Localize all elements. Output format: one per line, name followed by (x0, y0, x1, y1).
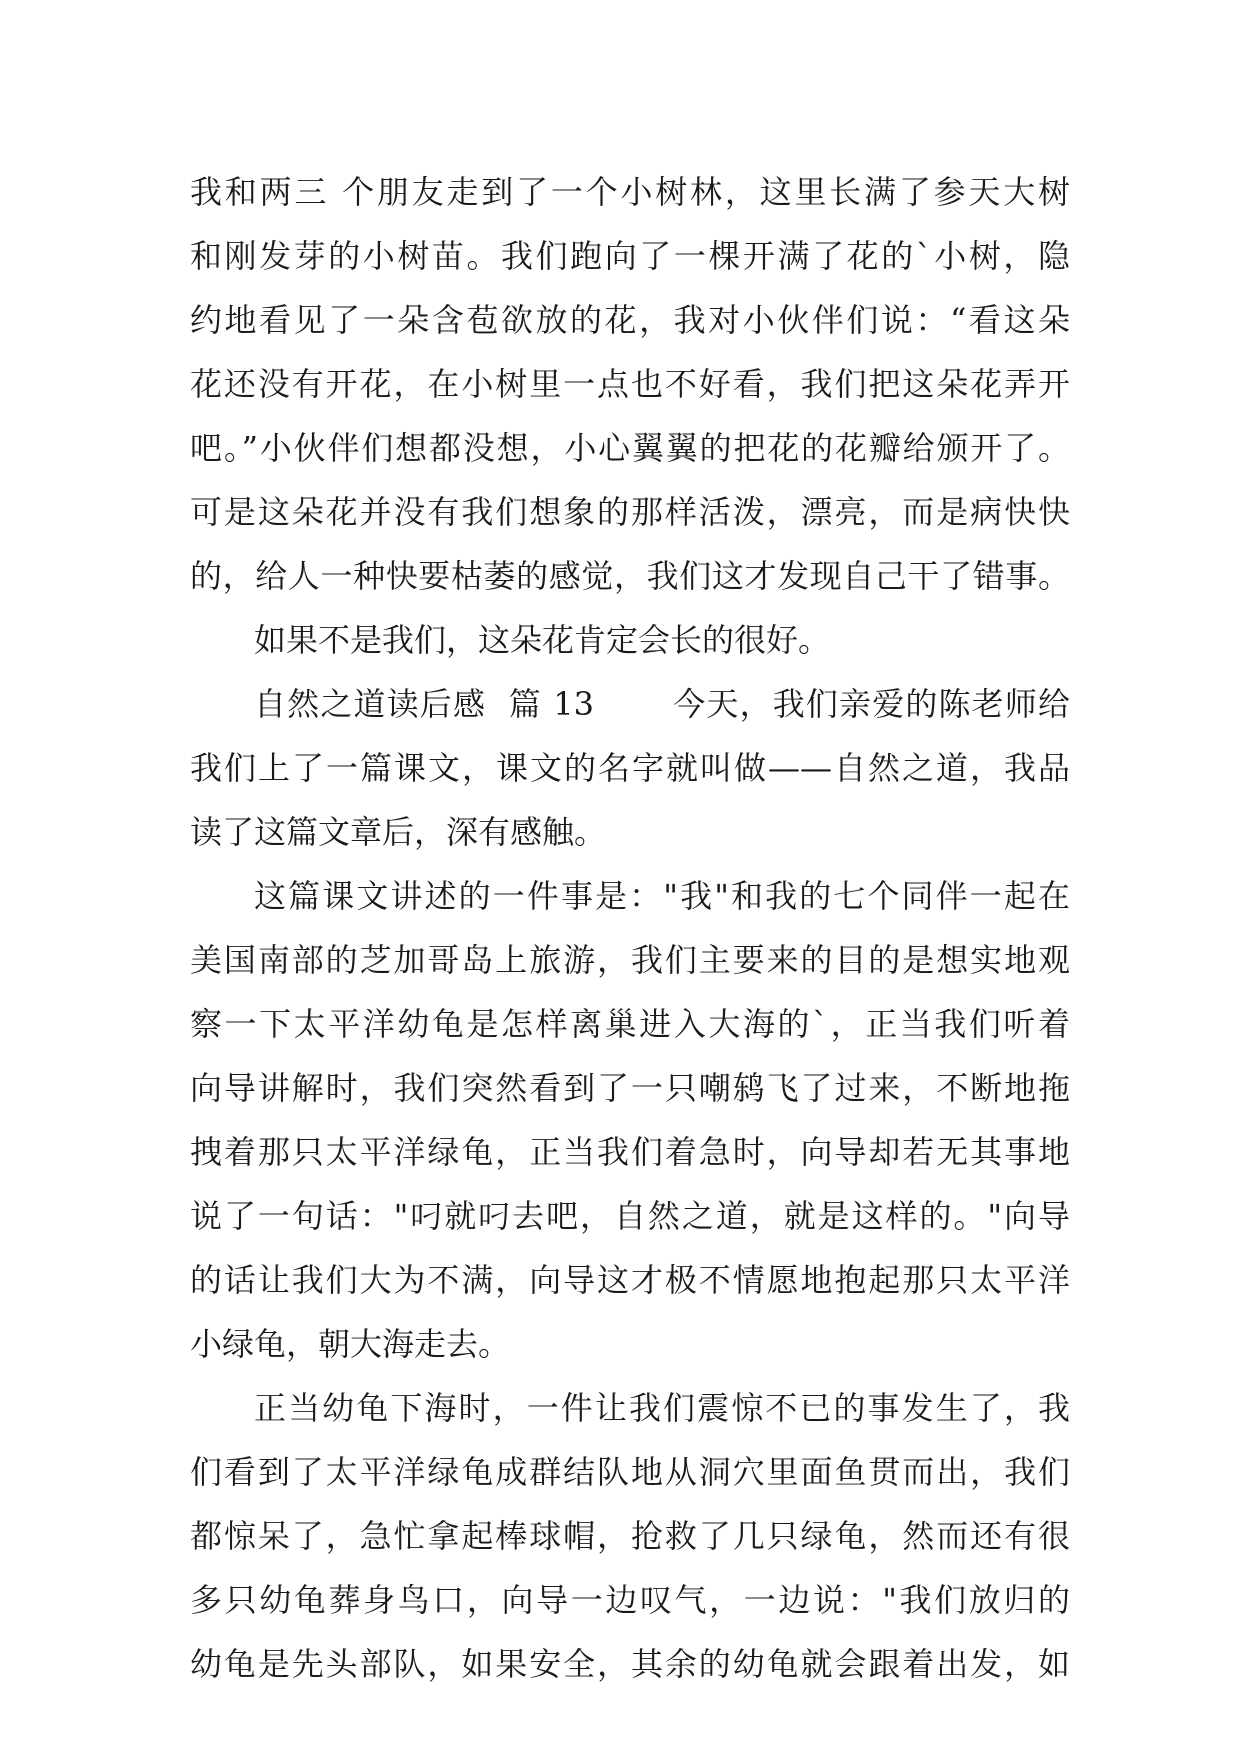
document-body (190, 160, 1070, 1696)
paragraph-start-line: 这篇课文讲述的一件事是："我"和我的七个同伴一起在 (254, 877, 1070, 915)
text-line: 我和两三 个朋友走到了一个小树林，这里长满了参天大树 (190, 173, 1070, 211)
text-line: 幼龟是先头部队，如果安全，其余的幼龟就会跟着出发，如 (190, 1645, 1070, 1683)
text-line: 我们上了一篇课文，课文的名字就叫做——自然之道，我品 (190, 749, 1070, 787)
text-line: 向导讲解时，我们突然看到了一只嘲鸫飞了过来，不断地拖 (190, 1069, 1070, 1107)
text-line: 们看到了太平洋绿龟成群结队地从洞穴里面鱼贯而出，我们 (190, 1453, 1070, 1491)
text-line: 多只幼龟葬身鸟口，向导一边叹气，一边说："我们放归的 (190, 1581, 1070, 1619)
text-line: 美国南部的芝加哥岛上旅游，我们主要来的目的是想实地观 (190, 941, 1070, 979)
text-line: 可是这朵花并没有我们想象的那样活泼，漂亮，而是病快快 (190, 493, 1070, 531)
paragraph-start-line: 正当幼龟下海时，一件让我们震惊不已的事发生了，我 (254, 1389, 1070, 1427)
text-line: 察一下太平洋幼龟是怎样离巢进入大海的`，正当我们听着 (190, 1005, 1070, 1043)
text-line: 花还没有开花，在小树里一点也不好看，我们把这朵花弄开 (190, 365, 1070, 403)
text-line: 的，给人一种快要枯萎的感觉，我们这才发现自己干了错事。 (190, 557, 1070, 595)
text-line: 说了一句话："叼就叼去吧，自然之道，就是这样的。"向导 (190, 1197, 1070, 1235)
text-line: 吧。”小伙伴们想都没想，小心翼翼的把花的花瓣给颁开了。 (190, 429, 1070, 467)
text-line: 拽着那只太平洋绿龟，正当我们着急时，向导却若无其事地 (190, 1133, 1070, 1171)
paragraph-start-line: 如果不是我们，这朵花肯定会长的很好。 (254, 621, 831, 659)
text-line: 的话让我们大为不满，向导这才极不情愿地抱起那只太平洋 (190, 1261, 1070, 1299)
section-heading-line: 自然之道读后感 篇 13 今天，我们亲爱的陈老师给 (254, 685, 1070, 723)
text-line: 和刚发芽的小树苗。我们跑向了一棵开满了花的`小树，隐 (190, 237, 1070, 275)
text-line: 都惊呆了，急忙拿起棒球帽，抢救了几只绿龟，然而还有很 (190, 1517, 1070, 1555)
text-line: 读了这篇文章后，深有感触。 (190, 813, 607, 851)
text-line: 小绿龟，朝大海走去。 (190, 1325, 511, 1363)
text-line: 约地看见了一朵含苞欲放的花，我对小伙伴们说：“看这朵 (190, 301, 1070, 339)
